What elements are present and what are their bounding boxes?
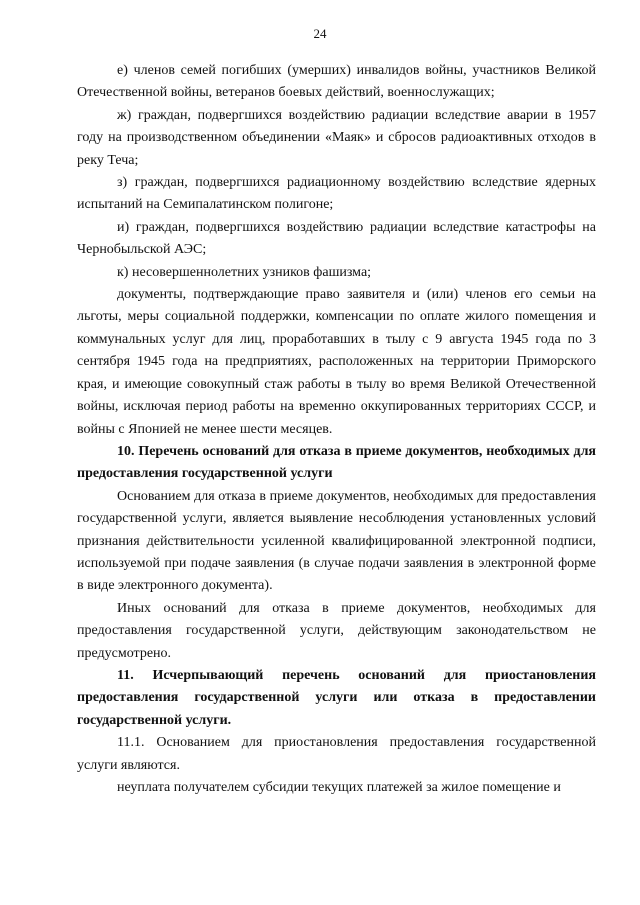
paragraph-list-item-i: и) граждан, подвергшихся воздействию радиации вследствие катастрофы на Чернобыльской АЭС; <box>77 219 596 258</box>
paragraph-nonpayment: неуплата получателем субсидии текущих платежей за жилое помещение и <box>117 780 561 795</box>
paragraph-list-item-zh: ж) граждан, подвергшихся воздействию радиации вследствие аварии в 1957 году на производственном объединении «Маяк» и сбросов радиоактивных отходов в реку Теча; <box>77 107 596 168</box>
paragraph-list-item-e: е) членов семей погибших (умерших) инвалидов войны, участников Великой Отечественной войны, ветеранов боевых действий, военнослужащих; <box>77 63 596 101</box>
section-heading-10: 10. Перечень оснований для отказа в приеме документов, необходимых для предоставления государственной услуги <box>77 443 596 482</box>
paragraph-11-1: 11.1. Основанием для приостановления предоставления государственной услуги являются. <box>77 735 596 773</box>
document-body <box>77 60 596 799</box>
paragraph-no-other-basis: Иных оснований для отказа в приеме документов, необходимых для предоставления государственной услуги, действующим законодательством не предусмотрено. <box>77 600 596 661</box>
paragraph-list-item-k: к) несовершеннолетних узников фашизма; <box>117 264 372 280</box>
paragraph-refusal-basis: Основанием для отказа в приеме документов, необходимых для предоставления государственной услуги, является выявление несоблюдения установленных условий признания действительности усиленной квалифицированной электронной подписи, используемой при подаче заявления (в случае подачи заявления в электронной форме в виде электронного документа). <box>77 488 596 594</box>
paragraph-documents: документы, подтверждающие право заявителя и (или) членов его семьи на льготы, меры социальной поддержки, компенсации по оплате жилого помещения и коммунальных услуг для лиц, проработавших в тылу с 9 августа 1945 года по 3 сентября 1945 года на предприятиях, расположенных на территории Приморского края, и имеющие совокупный стаж работы в тылу во время Великой Отечественной войны, исключая период работы на временно оккупированных территориях СССР, и войны с Японией не менее шести месяцев. <box>77 287 596 437</box>
paragraph-list-item-z: з) граждан, подвергшихся радиационному воздействию вследствие ядерных испытаний на Семипалатинском полигоне; <box>77 175 596 213</box>
section-heading-11: 11. Исчерпывающий перечень оснований для приостановления предоставления государственной услуги или отказа в предоставлении государственной услуги. <box>77 667 596 728</box>
page-number: 24 <box>313 26 327 41</box>
